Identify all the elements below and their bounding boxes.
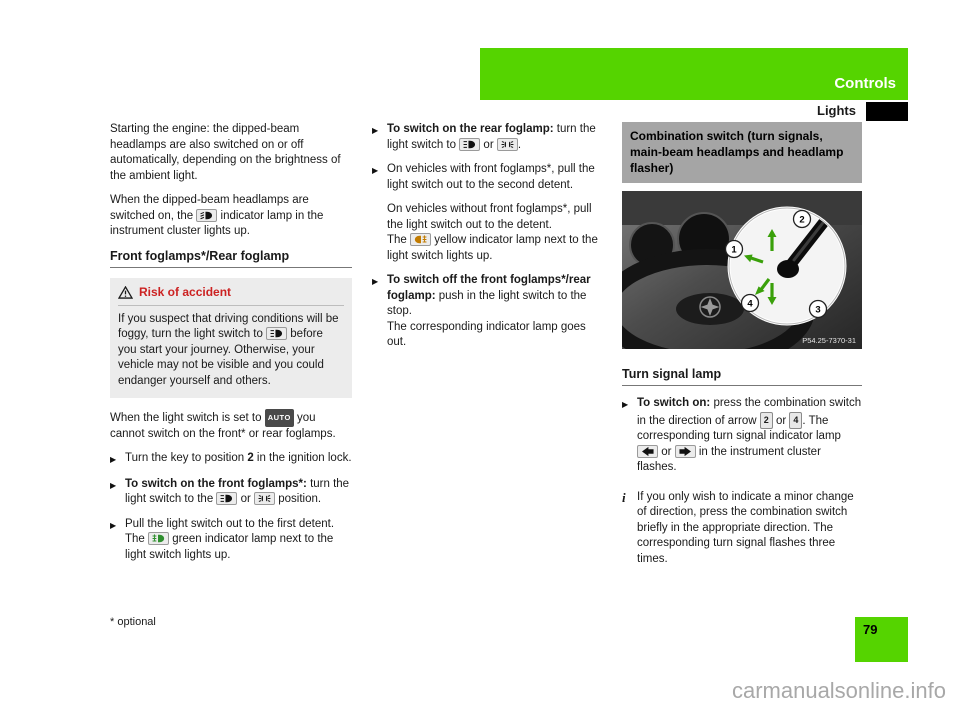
warning-title: Risk of accident bbox=[139, 285, 232, 299]
instruction-bullet bbox=[622, 396, 862, 476]
low-beam-icon bbox=[196, 209, 217, 222]
headlamps-on-icon bbox=[216, 492, 237, 505]
rear-fog-icon bbox=[410, 233, 431, 246]
info-icon bbox=[622, 490, 630, 568]
front-fog-icon bbox=[148, 532, 169, 545]
optional-footnote: * optional bbox=[110, 616, 156, 628]
warning-title-row bbox=[118, 285, 344, 306]
page-number: 79 bbox=[863, 622, 878, 637]
instruction-bullet bbox=[372, 122, 604, 153]
callout-ref-4: 4 bbox=[789, 412, 802, 430]
callout-3-label: 3 bbox=[815, 304, 821, 316]
bullet-arrow-icon bbox=[372, 162, 382, 193]
instruction-bullet bbox=[372, 162, 604, 193]
column-right bbox=[622, 122, 862, 567]
callout-2-label: 2 bbox=[799, 214, 805, 226]
warning-box bbox=[110, 278, 352, 398]
bullet-text: To switch off the front foglamps*/rear foglamp: push in the light switch to the stop. The corresponding indicator lamp goes out. bbox=[387, 274, 591, 348]
heading-turn-signal-lamp: Turn signal lamp bbox=[622, 367, 862, 387]
page-edge-index-tab bbox=[866, 102, 908, 121]
side-lamps-icon bbox=[497, 138, 518, 151]
bullet-text: On vehicles with front foglamps*, pull the light switch out to the second detent. bbox=[387, 163, 595, 191]
warning-body: If you suspect that driving conditions will be foggy, turn the light switch to before you start your journey. Otherwise, your vehicle may not be visible and you could endanger yourself and others. bbox=[118, 312, 339, 387]
paragraph-auto-mode: When the light switch is set to AUTO you cannot switch on the front* or rear foglamps. bbox=[110, 409, 352, 442]
combination-switch-figure bbox=[622, 191, 862, 349]
column-middle bbox=[372, 122, 604, 360]
callout-4-label: 4 bbox=[747, 298, 753, 310]
paragraph-engine-start: Starting the engine: the dipped-beam headlamps are also switched on or off automatically, depending on the brightness of the ambient light. bbox=[110, 123, 341, 182]
bullet-arrow-icon bbox=[110, 451, 120, 468]
bullet-text: Pull the light switch out to the first detent. The green indicator lamp next to the light switch lights up. bbox=[125, 517, 335, 561]
bullet-text: Turn the key to position 2 in the ignition lock. bbox=[125, 452, 352, 464]
bullet-text: To switch on the front foglamps*: turn the light switch to the or position. bbox=[125, 477, 350, 505]
info-note bbox=[622, 490, 862, 568]
heading-front-foglamps: Front foglamps*/Rear foglamp bbox=[110, 249, 352, 269]
bullet-arrow-icon bbox=[372, 122, 382, 153]
paragraph-dipped-beam: When the dipped-beam headlamps are switched on, the indicator lamp in the instrument cluster lights up. bbox=[110, 194, 324, 237]
bullet-arrow-icon bbox=[110, 517, 120, 564]
headlamps-on-icon bbox=[459, 138, 480, 151]
callout-1-label: 1 bbox=[731, 244, 737, 256]
section-title: Controls bbox=[834, 75, 896, 92]
info-text: If you only wish to indicate a minor change of direction, press the combination switch briefly in the appropriate direction. The corresponding turn signal flashes three times. bbox=[637, 490, 854, 565]
combination-switch-heading-box: Combination switch (turn signals, main-beam headlamps and headlamp flasher) bbox=[622, 122, 862, 183]
side-lamps-icon bbox=[254, 492, 275, 505]
bullet-text: To switch on the rear foglamp: turn the light switch to or . bbox=[387, 123, 596, 151]
warning-triangle-icon bbox=[118, 286, 133, 299]
figure-reference-label: P54.25-7370-31 bbox=[802, 335, 856, 345]
subsection-row bbox=[480, 100, 908, 124]
instruction-bullet bbox=[110, 477, 352, 508]
watermark-text: carmanualsonline.info bbox=[731, 678, 946, 703]
bullet-arrow-icon bbox=[110, 477, 120, 508]
turn-right-icon bbox=[675, 445, 696, 458]
auto-position-badge: AUTO bbox=[265, 409, 294, 427]
instruction-bullet bbox=[110, 517, 352, 564]
callout-ref-2: 2 bbox=[760, 412, 773, 430]
bullet-text: To switch on: press the combination switch in the direction of arrow 2 or 4 . The corresponding turn signal indicator lamp or in the instrument cluster flashes. bbox=[637, 397, 862, 474]
instruction-bullet bbox=[110, 451, 352, 468]
combination-switch-illustration bbox=[622, 191, 862, 349]
headlamps-on-icon bbox=[266, 327, 287, 340]
bullet-arrow-icon bbox=[372, 273, 382, 351]
bullet-arrow-icon bbox=[622, 396, 632, 476]
page-number-box bbox=[855, 617, 908, 662]
turn-left-icon bbox=[637, 445, 658, 458]
column-left bbox=[110, 122, 352, 572]
section-header-bar bbox=[480, 48, 908, 100]
subsection-title: Lights bbox=[817, 103, 856, 118]
instruction-bullet bbox=[372, 273, 604, 351]
paragraph-without-foglamps: On vehicles without front foglamps*, pull the light switch out to the detent. The yellow indicator lamp next to the light switch lights up. bbox=[387, 203, 598, 262]
